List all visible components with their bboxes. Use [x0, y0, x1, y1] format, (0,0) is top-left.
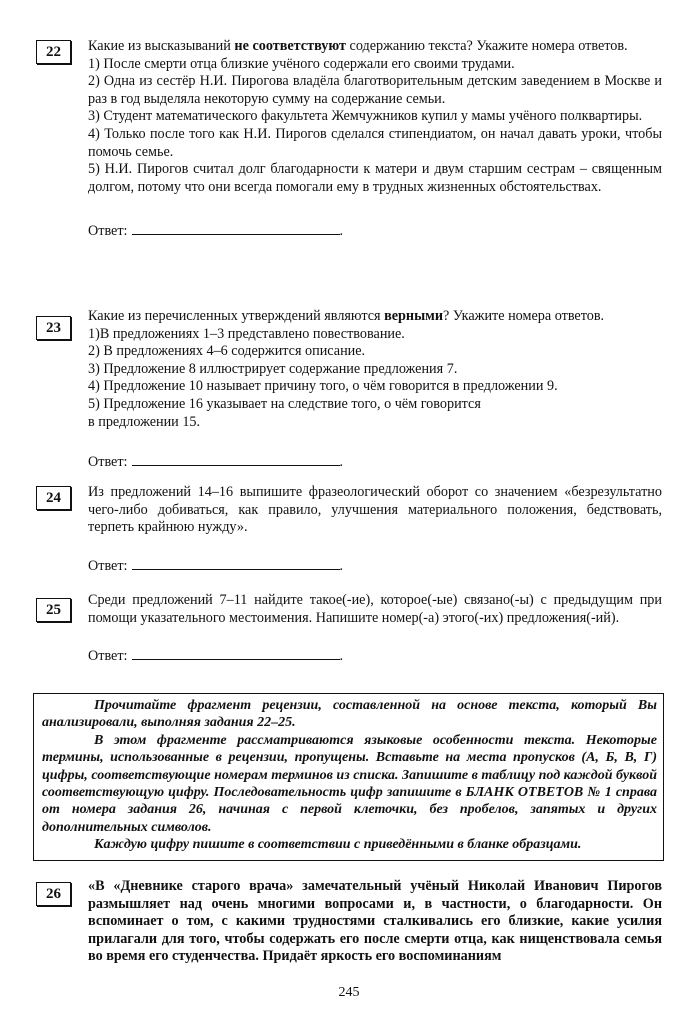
- answer-label: Ответ:: [88, 223, 128, 240]
- instructions-paragraph-1: Прочитайте фрагмент рецензии, составленной на основе текста, который Вы анализировали, выполняя задания 22–25.: [42, 698, 657, 731]
- option-1: 1)В предложениях 1–3 представлено повествование.: [88, 325, 405, 342]
- answer-label: Ответ:: [88, 557, 128, 574]
- answer-field[interactable]: Ответ: .: [88, 648, 344, 665]
- instructions-box: [33, 693, 664, 861]
- task-23: [36, 308, 662, 472]
- task-24: [36, 484, 662, 575]
- answer-line[interactable]: [132, 557, 340, 570]
- task-prompt: Какие из высказываний не соответствуют содержанию текста? Укажите номера ответов.: [88, 38, 628, 54]
- page-number: 245: [338, 985, 360, 1000]
- task-prompt: Среди предложений 7–11 найдите такое(-ие), которое(-ые) связано(-ы) с предыдущим при помощи указательного местоимения. Напишите номер(-а) этого(-их) предложения(-ий).: [88, 592, 662, 626]
- task-number-box: 26: [36, 882, 71, 906]
- task-25: [36, 592, 662, 666]
- option-3: 3) Студент математического факультета Жемчужников купил у мамы учёного полквартиры.: [88, 108, 643, 125]
- option-2: 2) Одна из сестёр Н.И. Пирогова владёла благотворительным детским заведением в Москве и раз в год выделяла некоторую сумму на содержание семьи.: [88, 73, 662, 107]
- option-1: 1) После смерти отца близкие учёного содержали его своими трудами.: [88, 55, 515, 72]
- answer-line[interactable]: [132, 222, 340, 235]
- option-2: 2) В предложениях 4–6 содержится описание.: [88, 343, 366, 360]
- answer-label: Ответ:: [88, 454, 128, 471]
- option-4: 4) Предложение 10 называет причину того, о чём говорится в предложении 9.: [88, 378, 558, 395]
- task-number-box: 24: [36, 486, 71, 510]
- task-prompt: Какие из перечисленных утверждений являются верными? Укажите номера ответов.: [88, 308, 605, 324]
- task-22: [36, 38, 662, 241]
- answer-field[interactable]: Ответ: .: [88, 557, 344, 574]
- option-4: 4) Только после того как Н.И. Пирогов сделался стипендиатом, он начал давать уроки, чтобы помочь семье.: [88, 125, 662, 160]
- task-number-box: 23: [36, 316, 71, 340]
- task-number-box: 22: [36, 40, 71, 64]
- answer-line[interactable]: [132, 647, 340, 660]
- answer-field[interactable]: Ответ: .: [88, 454, 344, 471]
- instructions-paragraph-2: В этом фрагменте рассматриваются языковые особенности текста. Некоторые термины, использованные в рецензии, пропущены. Вставьте на места пропусков (А, Б, В, Г) цифры, соответствующие номерам терминов из списка. Запишите в таблицу под каждой буквой соответствующую цифру. Последовательность цифр запишите в БЛАНК ОТВЕТОВ № 1 справа от номера задания 26, начиная с первой клеточки, без пробелов, запятых и других дополнительных символов.: [42, 732, 657, 835]
- option-3: 3) Предложение 8 иллюстрирует содержание предложения 7.: [88, 360, 458, 377]
- option-5-cont: в предложении 15.: [88, 413, 201, 430]
- answer-label: Ответ:: [88, 648, 128, 665]
- task-prompt: Из предложений 14–16 выпишите фразеологический оборот со значением «безрезультатно чего-либо добиваться, как правило, улучшения материального положения, бедствовать, терпеть крайнюю нужду».: [88, 484, 662, 536]
- task-number-box: 25: [36, 598, 71, 622]
- answer-field[interactable]: Ответ: .: [88, 223, 344, 240]
- option-5: 5) Предложение 16 указывает на следствие того, о чём говорится: [88, 395, 481, 412]
- answer-line[interactable]: [132, 453, 340, 466]
- task-26: [36, 878, 662, 966]
- review-fragment: «В «Дневнике старого врача» замечательный учёный Николай Иванович Пирогов размышляет над очень многими вопросами и, в частности, о благодарности. Он вспоминает о том, с какими трудностями сталкивались его близкие, какие усилия прилагали для того, чтобы содержать его после смерти отца, как нищенствовала семья во время его студенчества. Придаёт яркость его воспоминаниям: [88, 878, 662, 965]
- instructions-paragraph-3: Каждую цифру пишите в соответствии с приведёнными в бланке образцами.: [94, 837, 582, 853]
- option-5: 5) Н.И. Пирогов считал долг благодарности к матери и двум старшим сестрам – священным долгом, потому что они всегда помогали ему в трудных жизненных обстоятельствах.: [88, 161, 662, 195]
